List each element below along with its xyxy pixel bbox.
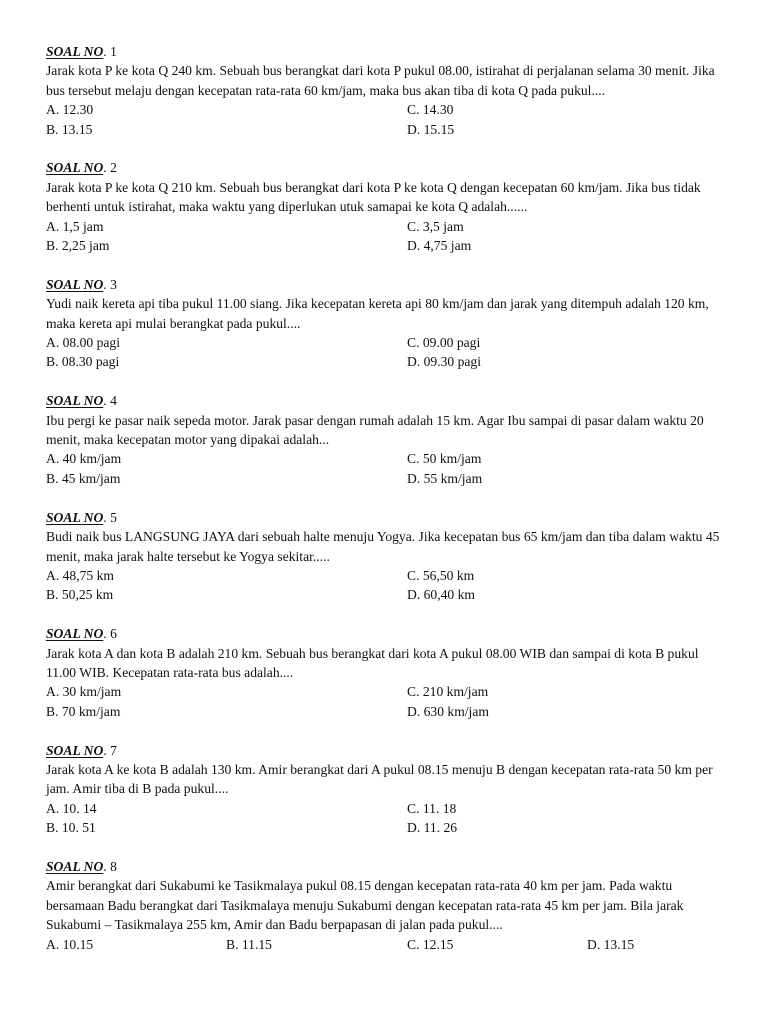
option-a: A. 10. 14	[46, 800, 97, 816]
question-label: SOAL NO	[46, 858, 104, 874]
question-number: . 3	[103, 276, 117, 292]
worksheet	[46, 42, 726, 973]
option-b: B. 08.30 pagi	[46, 354, 120, 370]
question-number: . 7	[103, 742, 117, 758]
question-text: Jarak kota A ke kota B adalah 130 km. Amir berangkat dari A pukul 08.15 menuju B dengan kecepatan rata-rata 50 km per jam. Amir tiba di B pada pukul....	[46, 761, 713, 797]
option-a: A. 10.15	[46, 936, 94, 952]
question-label: SOAL NO	[46, 276, 104, 292]
option-b: B. 13.15	[46, 121, 93, 137]
question-text: Ibu pergi ke pasar naik sepeda motor. Jarak pasar dengan rumah adalah 15 km. Agar Ibu sampai di pasar dalam waktu 20 menit, maka kecepatan motor yang dipakai adalah...	[46, 412, 704, 448]
question-text: Jarak kota A dan kota B adalah 210 km. Sebuah bus berangkat dari kota A pukul 08.00 WIB dan sampai di kota B pukul 11.00 WIB. Kecepatan rata-rata bus adalah....	[46, 645, 699, 680]
question-label: SOAL NO	[46, 626, 104, 642]
option-c: C. 11. 18	[407, 800, 457, 816]
question-heading	[46, 741, 726, 760]
question-heading	[46, 508, 726, 527]
question-number: . 2	[103, 160, 117, 176]
question-label: SOAL NO	[46, 742, 104, 758]
question-8	[46, 857, 726, 954]
option-a: A. 12.30	[46, 102, 94, 118]
option-c: C. 56,50 km	[407, 567, 475, 583]
question-heading	[46, 42, 726, 61]
question-heading	[46, 391, 726, 410]
option-b: B. 2,25 jam	[46, 238, 110, 254]
option-a: A. 48,75 km	[46, 567, 114, 583]
option-b: B. 10. 51	[46, 820, 96, 836]
question-1	[46, 42, 726, 139]
question-number: . 1	[103, 44, 117, 59]
option-a: A. 40 km/jam	[46, 451, 122, 467]
option-d: D. 11. 26	[407, 820, 458, 836]
answer-options	[46, 799, 726, 838]
option-d: D. 13.15	[587, 936, 635, 952]
answer-options	[46, 566, 726, 605]
option-c: C. 12.15	[407, 936, 454, 952]
question-label: SOAL NO	[46, 509, 104, 525]
question-7	[46, 741, 726, 838]
question-label: SOAL NO	[46, 160, 104, 176]
option-d: D. 09.30 pagi	[407, 354, 482, 370]
question-text: Budi naik bus LANGSUNG JAYA dari sebuah halte menuju Yogya. Jika kecepatan bus 65 km/jam dan tiba dalam waktu 45 menit, maka jarak halte tersebut ke Yogya sekitar.....	[46, 529, 720, 564]
option-b: B. 70 km/jam	[46, 703, 121, 719]
question-6	[46, 624, 726, 721]
option-c: C. 14.30	[407, 102, 454, 118]
question-text: Jarak kota P ke kota Q 240 km. Sebuah bus berangkat dari kota P pukul 08.00, istirahat di perjalanan selama 30 menit. Jika bus tersebut melaju dengan kecepatan rata-rata 60 km/jam, maka bus akan tiba di kota Q pada pukul....	[46, 63, 715, 98]
question-heading	[46, 624, 726, 643]
answer-options	[46, 217, 726, 256]
question-text: Jarak kota P ke kota Q 210 km. Sebuah bus berangkat dari kota P ke kota Q dengan kecepatan 60 km/jam. Jika bus tidak berhenti untuk istirahat, maka waktu yang diperlukan utuk samapai ke kota Q adalah......	[46, 179, 701, 215]
question-5	[46, 508, 726, 605]
option-b: B. 11.15	[226, 936, 272, 952]
option-c: C. 3,5 jam	[407, 218, 464, 234]
option-a: A. 08.00 pagi	[46, 335, 121, 351]
option-b: B. 45 km/jam	[46, 470, 121, 486]
answer-options	[46, 449, 726, 488]
option-a: A. 30 km/jam	[46, 684, 122, 700]
option-d: D. 4,75 jam	[407, 238, 472, 254]
option-b: B. 50,25 km	[46, 587, 114, 603]
answer-options	[46, 935, 726, 954]
option-d: D. 630 km/jam	[407, 703, 489, 719]
option-d: D. 60,40 km	[407, 587, 475, 603]
question-text: Amir berangkat dari Sukabumi ke Tasikmalaya pukul 08.15 dengan kecepatan rata-rata 40 km per jam. Pada waktu bersamaan Badu berangkat dari Tasikmalaya menuju Sukabumi dengan kecepatan rata-rata 45 km per jam. Bila jarak Sukabumi – Tasikmalaya 255 km, Amir dan Badu berpapasan di jalan pada pukul....	[46, 878, 684, 933]
option-d: D. 55 km/jam	[407, 470, 483, 486]
option-d: D. 15.15	[407, 121, 455, 137]
answer-options	[46, 333, 726, 372]
question-text: Yudi naik kereta api tiba pukul 11.00 siang. Jika kecepatan kereta api 80 km/jam dan jarak yang ditempuh adalah 120 km, maka kereta api mulai berangkat pada pukul....	[46, 296, 709, 331]
question-heading	[46, 158, 726, 177]
answer-options	[46, 100, 726, 139]
question-4	[46, 391, 726, 488]
question-number: . 4	[103, 393, 117, 409]
question-label: SOAL NO	[46, 44, 104, 59]
question-heading	[46, 857, 726, 876]
option-c: C. 50 km/jam	[407, 451, 482, 467]
question-number: . 8	[103, 858, 117, 874]
option-a: A. 1,5 jam	[46, 218, 104, 234]
question-number: . 5	[103, 509, 117, 525]
option-c: C. 09.00 pagi	[407, 335, 481, 351]
question-heading	[46, 275, 726, 294]
answer-options	[46, 682, 726, 721]
question-3	[46, 275, 726, 372]
option-c: C. 210 km/jam	[407, 684, 489, 700]
question-number: . 6	[103, 626, 117, 642]
question-2	[46, 158, 726, 255]
question-label: SOAL NO	[46, 393, 104, 409]
